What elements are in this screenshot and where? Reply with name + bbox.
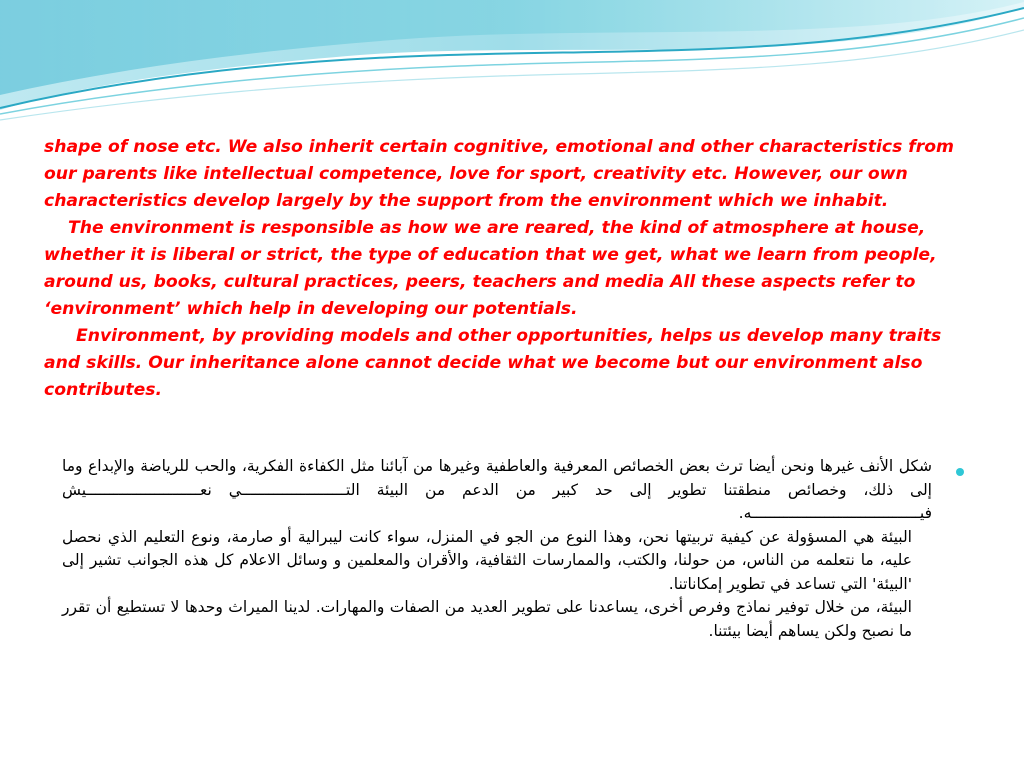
arabic-paragraph-3: البيئة، من خلال توفير نماذج وفرص أخرى، يساعدنا على تطوير العديد من الصفات والمهارات. لدينا الميراث وحدها لا تستطيع أن تقرر ما نصبح ولكن يساهم أيضا بيئتنا. (62, 598, 912, 640)
english-text-block (44, 134, 969, 404)
english-paragraph-3: Environment, by providing models and other opportunities, helps us develop many traits and skills. Our inheritance alone cannot decide what we become but our environment also contributes. (44, 326, 942, 400)
english-paragraph-2: The environment is responsible as how we are reared, the kind of atmosphere at house, whether it is liberal or strict, the type of education that we get, what we learn from people, around us, books, cultural practices, peers, teachers and media All these aspects refer to ‘environment’ which help in developing our potentials. (44, 218, 937, 319)
decorative-wave-header (0, 0, 1024, 125)
arabic-paragraph-2: البيئة هي المسؤولة عن كيفية تربيتها نحن، وهذا النوع من الجو في المنزل، سواء كانت ليبرالية أو صارمة، ونوع التعليم الذي نحصل عليه، ما نتعلمه من الناس، من حولنا، والكتب، والممارسات الثقافية، والأقران والمعلمين و وسائل الاعلام كل هذه الجوانب تشير إلى 'البيئة' التي تساعد في تطوير إمكاناتنا. (62, 527, 912, 593)
bullet-icon (956, 468, 964, 476)
english-paragraph-1: shape of nose etc. We also inherit certain cognitive, emotional and other characteristics from our parents like intellectual competence, love for sport, creativity etc. However, our own characteristics develop largely by the support from the environment which we inhabit. (44, 137, 954, 211)
arabic-bullet-item (40, 455, 980, 675)
arabic-paragraph-1: شكل الأنف غيرها ونحن أيضا ترث بعض الخصائص المعرفية والعاطفية وغيرها من آبائنا مثل الكفاءة الفكرية، والحب للرياضة والإبداع وما إلى ذلك، وخصائص منطقتنا تطوير إلى حد كبير من الدعم من البيئة التـــــــــــــــــــــــي نعـــــــــــــــــــــــــيش فيـــــــــــــــــــــــــــــــــــــه. (62, 457, 932, 522)
arabic-text-block (62, 455, 932, 643)
